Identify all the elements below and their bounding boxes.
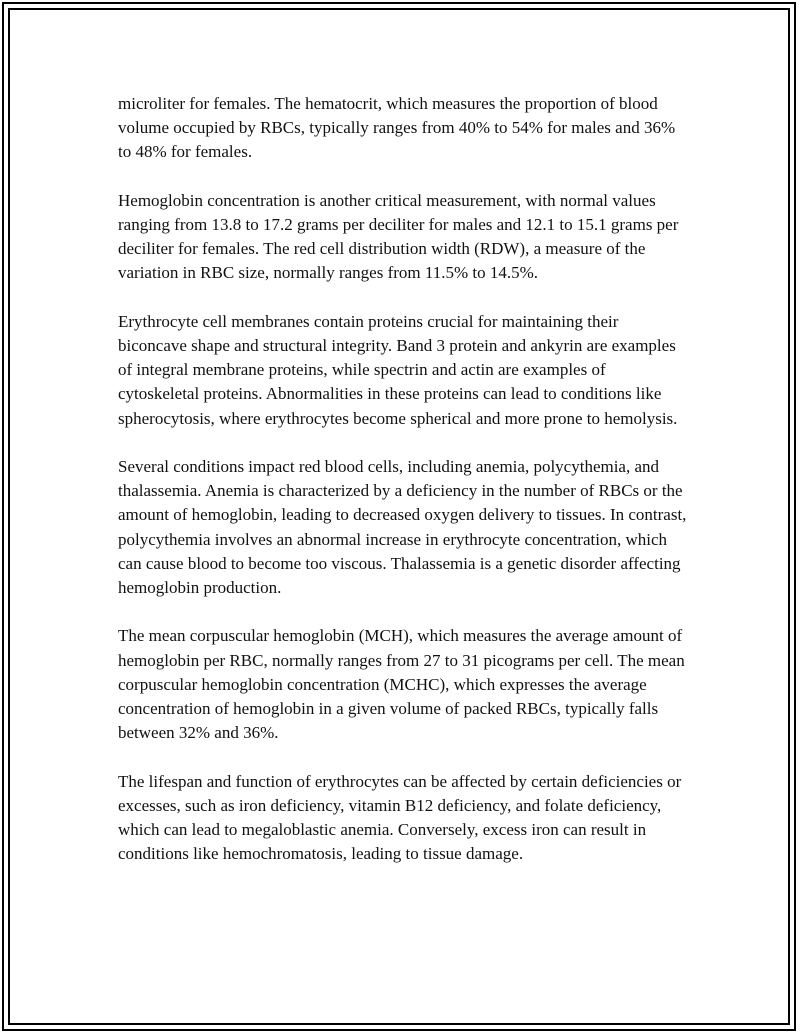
paragraph-hematocrit: microliter for females. The hematocrit, which measures the proportion of blood volume occupied by RBCs, typically ranges from 40% to 54% for males and 36% to 48% for females. (118, 94, 676, 162)
paragraph-mch-mchc: The mean corpuscular hemoglobin (MCH), which measures the average amount of hemoglobin per RBC, normally ranges from 27 to 31 picograms per cell. The mean corpuscular hemoglobin concentration (MCHC), which expresses the average concentration of hemoglobin in a given volume of packed RBCs, typically falls between 32% and 36%. (118, 626, 685, 743)
paragraph-hemoglobin-rdw: Hemoglobin concentration is another critical measurement, with normal values ranging from 13.8 to 17.2 grams per deciliter for males and 12.1 to 15.1 grams per deciliter for females. The red cell distribution width (RDW), a measure of the variation in RBC size, normally ranges from 11.5% to 14.5%. (118, 190, 679, 283)
paragraph-membrane-proteins: Erythrocyte cell membranes contain proteins crucial for maintaining their biconcave shape and structural integrity. Band 3 protein and ankyrin are examples of integral membrane proteins, while spectrin and actin are examples of cytoskeletal proteins. Abnormalities in these proteins can lead to conditions like spherocytosis, where erythrocytes become spherical and more prone to hemolysis. (118, 311, 678, 428)
paragraph-rbc-conditions: Several conditions impact red blood cells, including anemia, polycythemia, and thalassemia. Anemia is characterized by a deficiency in the number of RBCs or the amount of hemoglobin, leading to decreased oxygen delivery to tissues. In contrast, polycythemia involves an abnormal increase in erythrocyte concentration, which can cause blood to become too viscous. Thalassemia is a genetic disorder affecting hemoglobin production. (118, 457, 687, 598)
document-body (118, 92, 690, 891)
paragraph-lifespan-deficiencies: The lifespan and function of erythrocytes can be affected by certain deficiencies or excesses, such as iron deficiency, vitamin B12 deficiency, and folate deficiency, which can lead to megaloblastic anemia. Conversely, excess iron can result in conditions like hemochromatosis, leading to tissue damage. (118, 771, 682, 864)
